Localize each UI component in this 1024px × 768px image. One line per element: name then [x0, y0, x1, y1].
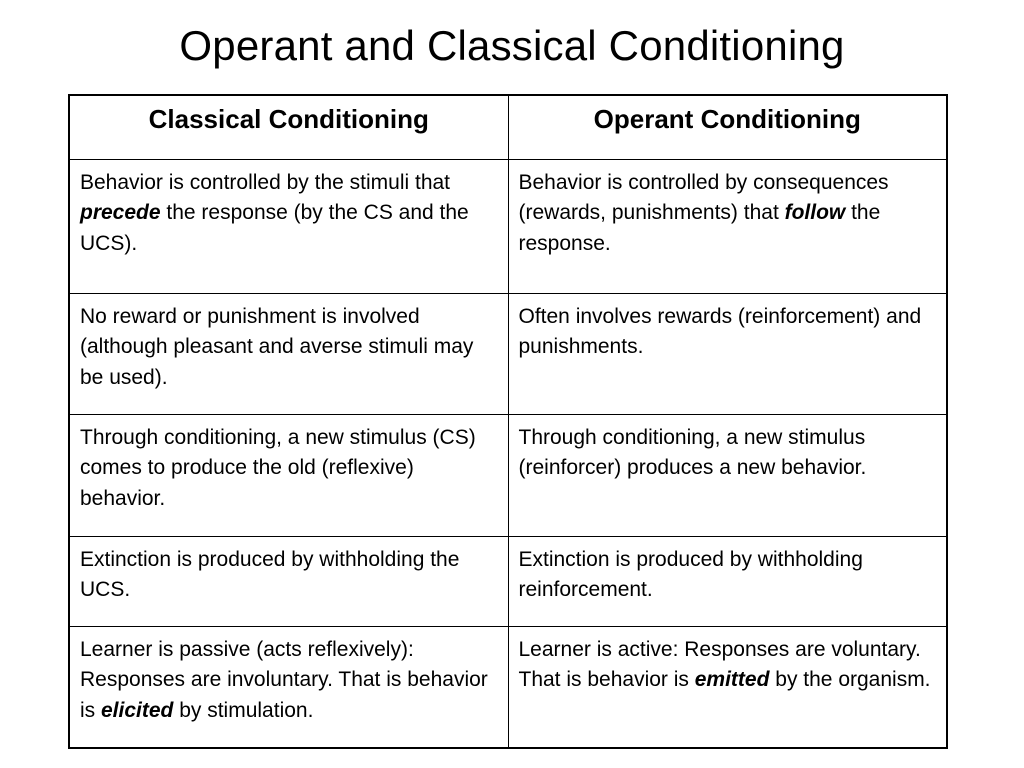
- table-row: [69, 159, 947, 293]
- cell-classical-learner: [69, 626, 508, 748]
- cell-operant-extinction: Extinction is produced by withholding reinforcement.: [508, 536, 947, 626]
- emphasis-text: elicited: [101, 698, 174, 722]
- cell-operant-learner: [508, 626, 947, 748]
- cell-text: Behavior is controlled by the stimuli that: [80, 170, 451, 194]
- cell-text: by stimulation.: [173, 698, 314, 722]
- slide-title: Operant and Classical Conditioning: [179, 22, 845, 69]
- cell-text: Behavior is controlled by consequences (rewards, punishments) that: [518, 170, 889, 224]
- cell-operant-control: [508, 159, 947, 293]
- cell-operant-conditioning-effect: Through conditioning, a new stimulus (reinforcer) produces a new behavior.: [508, 414, 947, 536]
- cell-text: Learner is active: Responses are voluntary. That is behavior is: [518, 637, 921, 691]
- table-row: [69, 626, 947, 748]
- cell-classical-control: [69, 159, 508, 293]
- emphasis-text: follow: [784, 201, 846, 224]
- cell-operant-reward: Often involves rewards (reinforcement) and punishments.: [508, 293, 947, 414]
- table-row: [69, 414, 947, 536]
- emphasis-text: precede: [80, 201, 161, 224]
- cell-classical-extinction: Extinction is produced by withholding the UCS.: [69, 536, 508, 626]
- cell-text: the response (by the CS and the UCS).: [80, 201, 469, 255]
- table-row: [69, 536, 947, 626]
- cell-text: Learner is passive (acts reflexively): Responses are involuntary. That is behavior is: [80, 637, 488, 722]
- cell-classical-conditioning-effect: Through conditioning, a new stimulus (CS) comes to produce the old (reflexive) behavior.: [69, 414, 508, 536]
- cell-text: the response.: [518, 201, 881, 255]
- table-row: [69, 293, 947, 414]
- cell-text: by the organism.: [769, 668, 931, 691]
- comparison-table: [68, 94, 948, 749]
- emphasis-text: emitted: [694, 668, 770, 691]
- cell-classical-reward: No reward or punishment is involved (although pleasant and averse stimuli may be used).: [69, 293, 508, 414]
- header-operant-conditioning: Operant Conditioning: [508, 95, 947, 159]
- header-classical-conditioning: Classical Conditioning: [69, 95, 508, 159]
- table-header-row: [69, 95, 947, 159]
